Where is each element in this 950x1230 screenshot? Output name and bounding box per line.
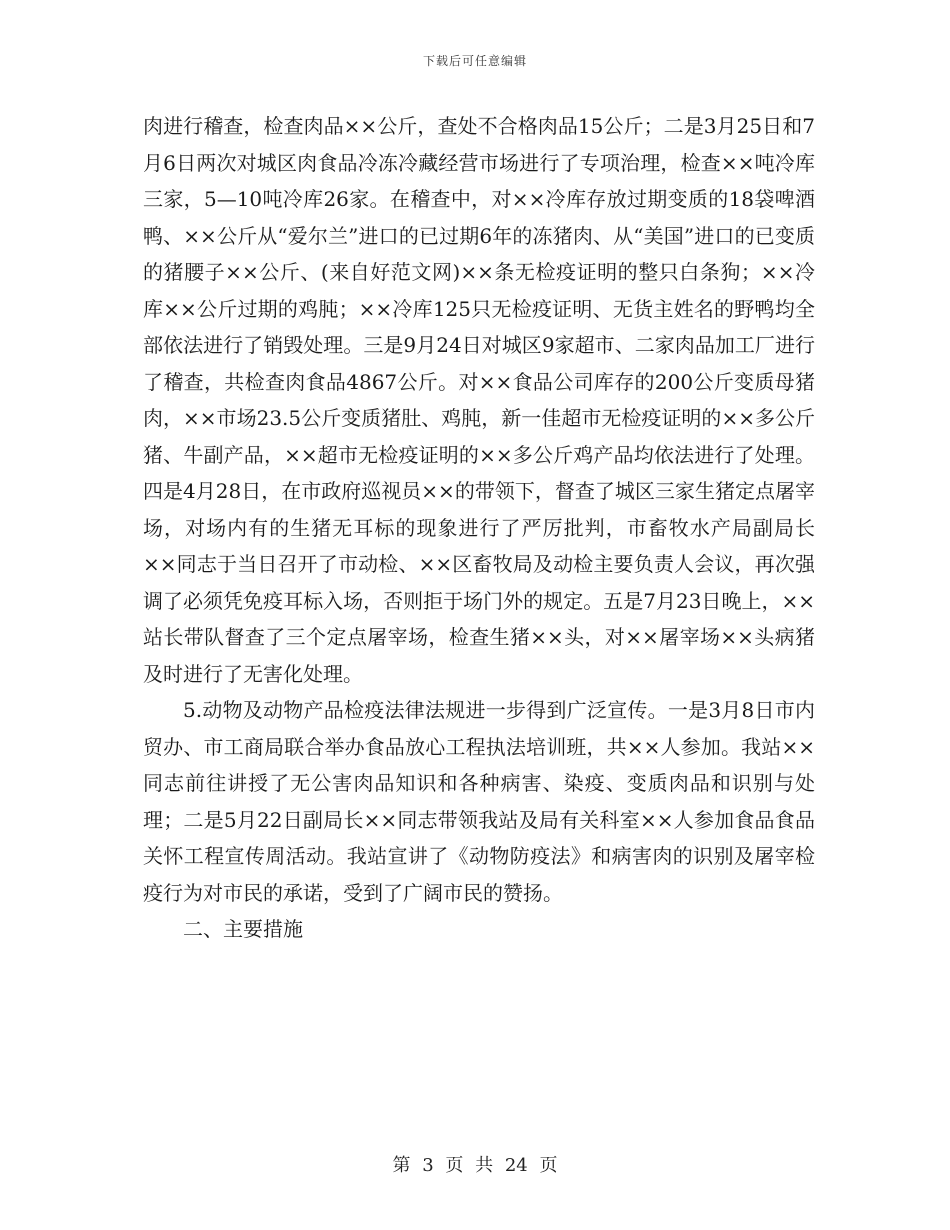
- document-body: [143, 108, 815, 948]
- page-footer: 第 3 页 共 24 页: [392, 1155, 558, 1176]
- paragraph-publicity: 5.动物及动物产品检疫法律法规进一步得到广泛宣传。一是3月8日市内贸办、市工商局联合举办食品放心工程执法培训班，共××人参加。我站××同志前往讲授了无公害肉品知识和各种病害、染疫、变质肉品和识别与处理；二是5月22日副局长××同志带领我站及局有关科室××人参加食品食品关怀工程宣传周活动。我站宣讲了《动物防疫法》和病害肉的识别及屠宰检疫行为对市民的承诺，受到了广阔市民的赞扬。: [143, 698, 815, 905]
- section-heading-main-measures: 二、主要措施: [183, 917, 303, 941]
- page-header: 下载后可任意编辑: [422, 54, 527, 68]
- paragraph-inspection-continued: 肉进行稽查，检查肉品××公斤，查处不合格肉品15公斤；二是3月25日和7月6日两次对城区肉食品冷冻冷藏经营市场进行了专项治理，检查××吨冷库三家，5—10吨冷库26家。在稽查中，对××冷库存放过期变质的18袋啤酒鸭、××公斤从“爱尔兰”进口的已过期6年的冻猪肉、从“美国”进口的已变质的猪腰子××公斤、(来自好范文网)××条无检疫证明的整只白条狗；××冷库××公斤过期的鸡肫；××冷库125只无检疫证明、无货主姓名的野鸭均全部依法进行了销毁处理。三是9月24日对城区9家超市、二家肉品加工厂进行了稽查，共检查肉食品4867公斤。对××食品公司库存的200公斤变质母猪肉，××市场23.5公斤变质猪肚、鸡肫，新一佳超市无检疫证明的××多公斤猪、牛副产品，××超市无检疫证明的××多公斤鸡产品均依法进行了处理。四是4月28日，在市政府巡视员××的带领下，督查了城区三家生猪定点屠宰场，对场内有的生猪无耳标的现象进行了严厉批判，市畜牧水产局副局长××同志于当日召开了市动检、××区畜牧局及动检主要负责人会议，再次强调了必须凭免疫耳标入场，否则拒于场门外的规定。五是7月23日晚上，××站长带队督查了三个定点屠宰场，检查生猪××头，对××屠宰场××头病猪及时进行了无害化处理。: [143, 114, 815, 686]
